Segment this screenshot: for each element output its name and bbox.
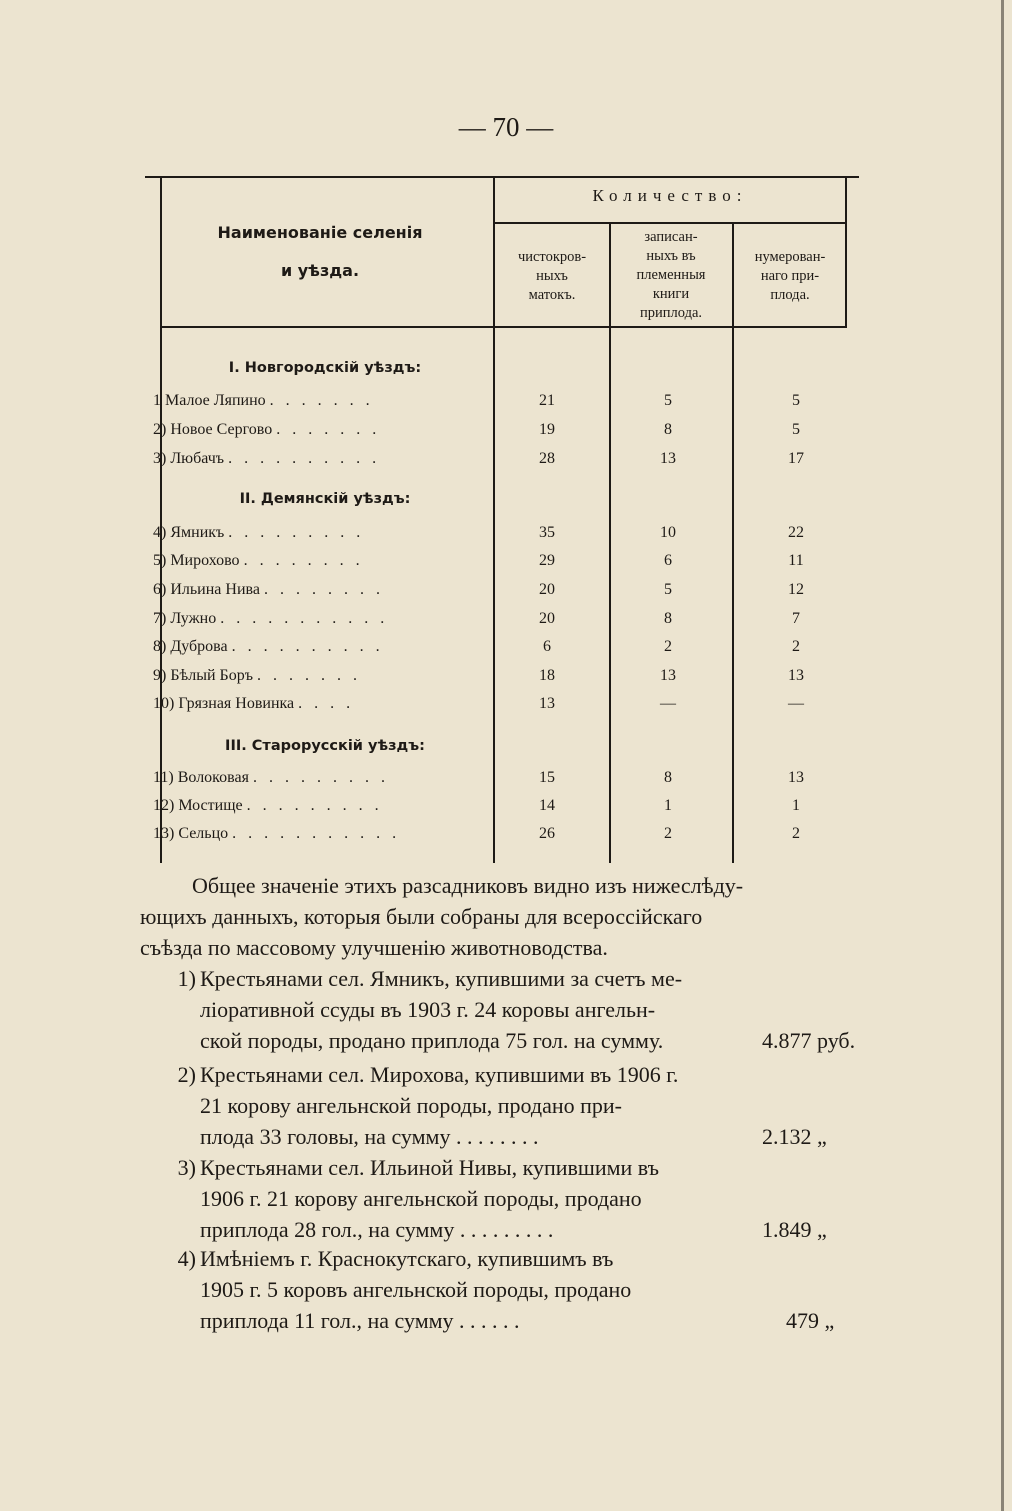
header-col1: чистокров- ныхъ матокъ. <box>517 249 587 303</box>
list-item: 2) Крестьянами сел. Мирохова, купившими въ 1906 г. 21 корову ангельнской породы, продано при- плода 33 головы, на сумму . . . . . . . . 2.132 „ <box>158 1059 878 1152</box>
item-amount: 2.132 „ <box>762 1124 827 1149</box>
table-row: 5) Мирохово . . . . . . . . 29 6 11 <box>153 552 804 569</box>
table-row: 6) Ильина Нива . . . . . . . . 20 5 12 <box>153 581 804 598</box>
header-col2: записан- ныхъ въ племенныя книги приплода. <box>636 229 706 321</box>
header-name-line1: Наименованіе селенія <box>217 223 423 242</box>
table-row: 7) Лужно . . . . . . . . . . . 20 8 7 <box>153 610 800 627</box>
table-row: 9) Бѣлый Боръ . . . . . . . 18 13 13 <box>153 667 804 684</box>
table-row: 8) Дуброва . . . . . . . . . . 6 2 2 <box>153 638 800 655</box>
paragraph-line: Общее значеніе этихъ разсадниковъ видно изъ нижеслѣду- <box>192 873 744 898</box>
body-paragraph <box>140 870 875 963</box>
quantity-underline <box>493 222 845 224</box>
section-title: III. Старорусскій уѣздъ: <box>225 738 425 754</box>
table-row: 3) Любачъ . . . . . . . . . . 28 13 17 <box>153 450 804 467</box>
header-col3: нумерован- наго при- плода. <box>754 249 826 303</box>
list-item: 3) Крестьянами сел. Ильиной Нивы, купившими въ 1906 г. 21 корову ангельнской породы, продано приплода 28 гол., на сумму . . . . . . . . . 1.849 „ <box>158 1152 878 1245</box>
table-row: 2) Новое Сергово . . . . . . . 19 8 5 <box>153 421 800 438</box>
header-bottom-rule <box>160 326 845 328</box>
list-item: 1) Крестьянами сел. Ямникъ, купившими за счетъ ме- ліоративной ссуды въ 1903 г. 24 коровы ангельн- ской породы, продано приплода 75 гол. на сумму. 4.877 руб. <box>158 963 878 1056</box>
header-quantity: Количество: <box>592 186 748 205</box>
item-amount: 1.849 „ <box>762 1217 827 1242</box>
table-row: 4) Ямникъ . . . . . . . . . 35 10 22 <box>153 524 804 541</box>
header-name-line2: и уѣзда. <box>280 261 360 280</box>
section-title: II. Демянскій уѣздъ: <box>239 491 411 507</box>
paragraph-line: съѣзда по массовому улучшенію животноводства. <box>140 935 608 960</box>
section-title: I. Новгородскій уѣздъ: <box>228 360 422 376</box>
table-row: 13) Сельцо . . . . . . . . . . . 26 2 2 <box>153 825 800 842</box>
list-item: 4) Имѣніемъ г. Краснокутскаго, купившимъ въ 1905 г. 5 коровъ ангельнской породы, продано приплода 11 гол., на сумму . . . . . . 479 „ <box>158 1243 878 1336</box>
item-amount: 479 „ <box>786 1308 835 1333</box>
table-row: 1 Малое Ляпино . . . . . . . 21 5 5 <box>153 392 800 409</box>
item-amount: 4.877 руб. <box>762 1028 856 1053</box>
paragraph-line: ющихъ данныхъ, которыя были собраны для всероссійскаго <box>140 904 703 929</box>
table-row: 11) Волоковая . . . . . . . . . 15 8 13 <box>153 769 804 786</box>
page-number: — 70 — <box>458 112 554 142</box>
table-row: 12) Мостище . . . . . . . . . 14 1 1 <box>153 797 800 814</box>
page-edge <box>1001 0 1004 1511</box>
data-table <box>145 176 859 863</box>
table-row: 10) Грязная Новинка . . . . 13 — — <box>153 695 804 712</box>
